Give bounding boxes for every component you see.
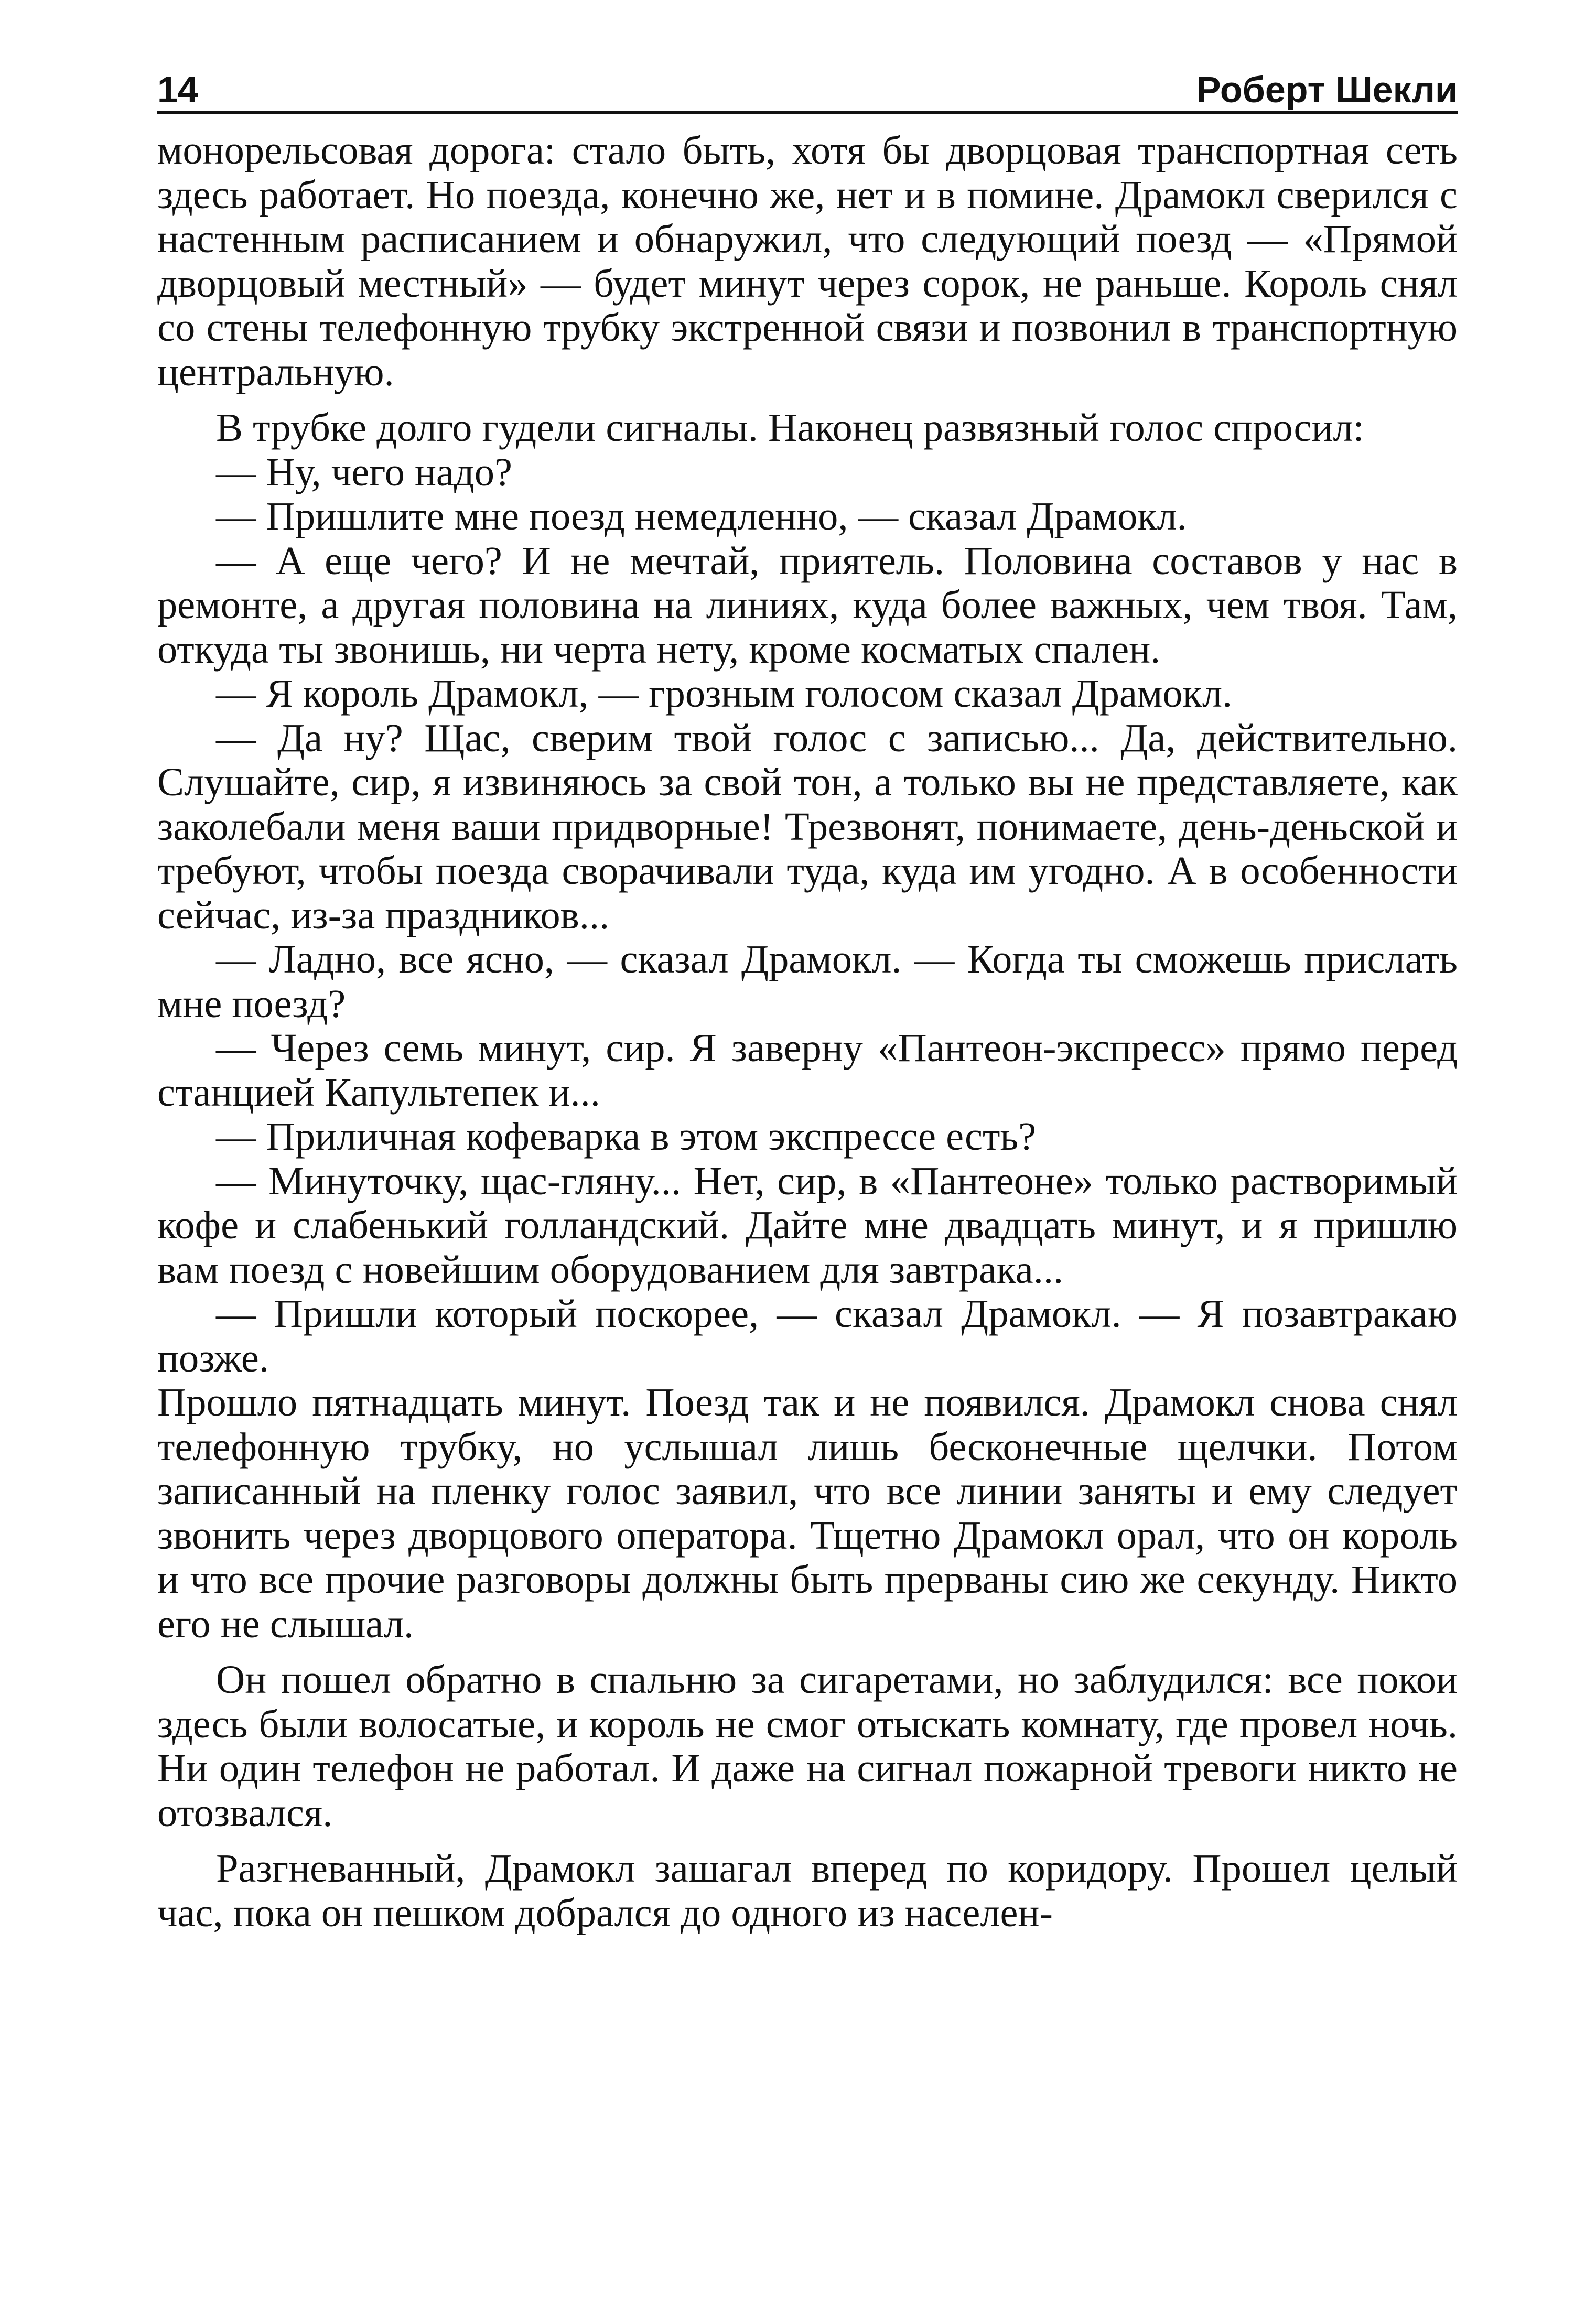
running-header [157,58,1458,108]
dialogue-line: — Я король Драмокл, — грозным голосом сказал Драмокл. [216,671,1233,716]
page-number: 14 [157,69,198,110]
paragraph: Он пошел обратно в спальню за сигаретами, но заблудился: все покои здесь были волосатые, и король не смог отыскать комнату, где провел ночь. Ни один телефон не работал. И даже на сигнал пожарной тревоги никто не отозвался. [157,1657,1458,1835]
paragraph: Разгневанный, Драмокл зашагал вперед по коридору. Прошел целый час, пока он пешком добрался до одного из населен- [157,1846,1458,1935]
running-title: Роберт Шекли [1196,69,1458,110]
dialogue-line: — Ладно, все ясно, — сказал Драмокл. — Когда ты сможешь прислать мне поезд? [157,937,1458,1026]
dialogue-line: — Пришлите мне поезд немедленно, — сказал Драмокл. [216,494,1187,538]
dialogue-line: — Через семь минут, сир. Я заверну «Пантеон-экспресс» прямо перед станцией Капультепек и... [157,1025,1458,1115]
paragraph: Прошло пятнадцать минут. Поезд так и не появился. Драмокл снова снял телефонную трубку, но услышал лишь бесконечные щелчки. Потом записанный на пленку голос заявил, что все линии заняты и ему следует звонить через дворцового оператора. Тщетно Драмокл орал, что он король и что все прочие разговоры должны быть прерваны сию же секунду. Никто его не слышал. [157,1380,1458,1646]
dialogue-line: — Приличная кофеварка в этом экспрессе есть? [216,1114,1037,1159]
paragraph: В трубке долго гудели сигналы. Наконец развязный голос спросил: [216,405,1364,450]
header-rule [157,111,1458,114]
dialogue-line: — Ну, чего надо? [216,449,513,494]
paragraph: монорельсовая дорога: стало быть, хотя бы дворцовая транспортная сеть здесь работает. Но поезда, конечно же, нет и в помине. Драмокл сверился с настенным расписанием и обнаружил, что следующий поезд — «Прямой дворцовый местный» — будет минут через сорок, не раньше. Король снял со стены телефонную трубку экстренной связи и позвонил в транспортную центральную. [157,128,1458,394]
dialogue-line: — Минуточку, щас-гляну... Нет, сир, в «Пантеоне» только растворимый кофе и слабенький голландский. Дайте мне двадцать минут, и я пришлю вам поезд с новейшим оборудованием для завтрака... [157,1158,1458,1292]
dialogue-line: — Пришли который поскорее, — сказал Драмокл. — Я позавтракаю позже. [157,1291,1458,1380]
body-text [157,128,1458,1935]
book-page [157,58,1458,1935]
dialogue-line: — А еще чего? И не мечтай, приятель. Половина составов у нас в ремонте, а другая половина на линиях, куда более важных, чем твоя. Там, откуда ты звонишь, ни черта нету, кроме косматых спален. [157,538,1458,672]
dialogue-line: — Да ну? Щас, сверим твой голос с записью... Да, действительно. Слушайте, сир, я извиняюсь за свой тон, а только вы не представляете, как заколебали меня ваши придворные! Трезвонят, понимаете, день-деньской и требуют, чтобы поезда сворачивали туда, куда им угодно. А в особенности сейчас, из-за праздников... [157,715,1458,937]
